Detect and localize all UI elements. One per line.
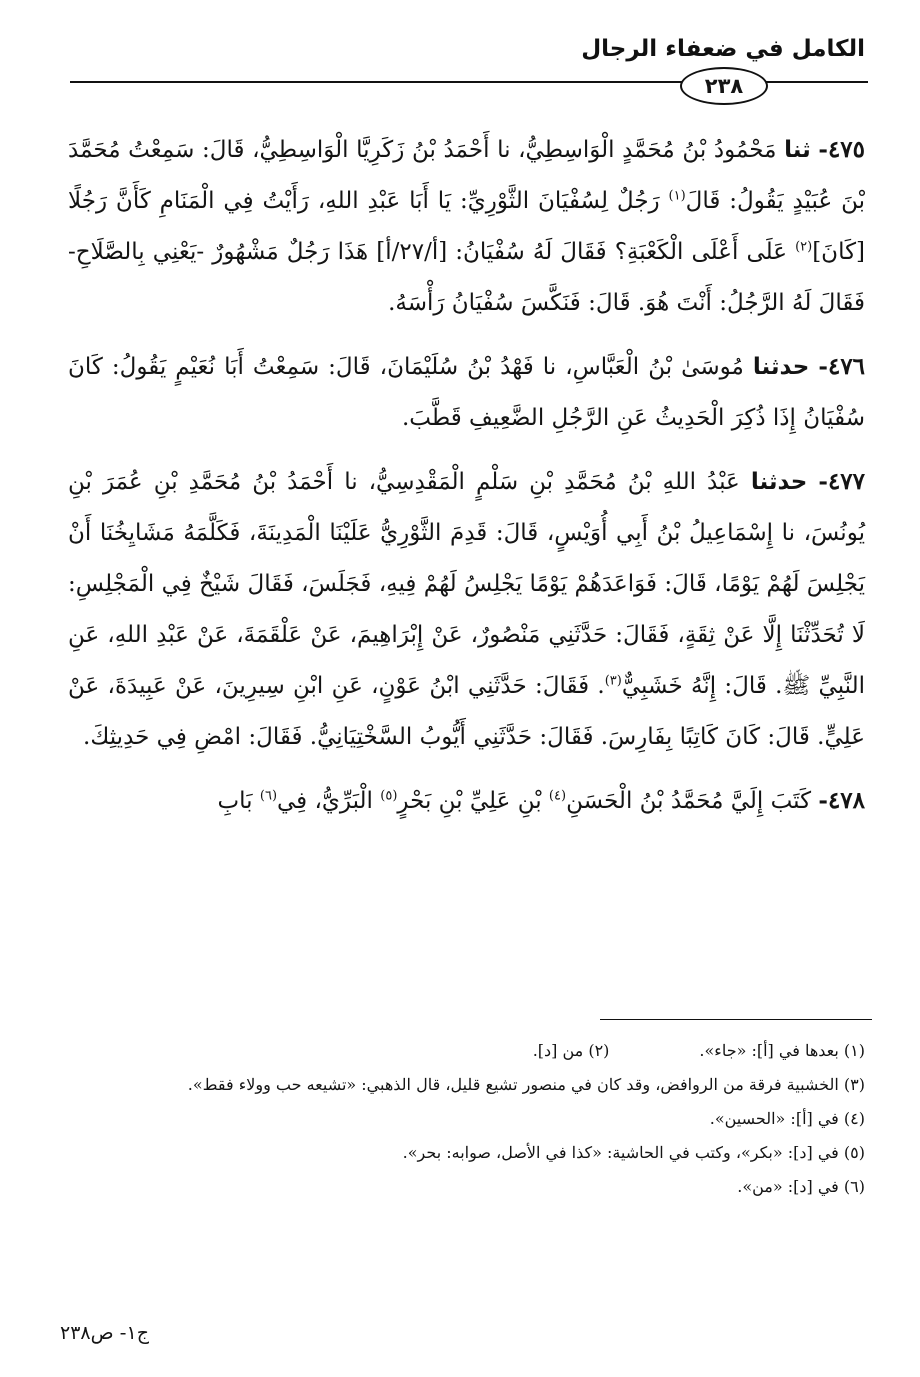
footnote-4: (٤) في [أ]: «الحسين». [709,1109,865,1128]
paragraph-text: مَحْمُودُ بْنُ مُحَمَّدٍ الْوَاسِطِيُّ، نا أَحْمَدُ بْنُ زَكَرِيَّا الْوَاسِطِيُّ، قَالَ: سَمِعْتُ مُحَمَّدَ بْنَ عُبَيْدٍ يَقُولُ: قَالَ [68,137,865,214]
paragraph-text: بَابِ [217,788,253,814]
footnote-separator [600,1019,872,1020]
narration-lead: ثنا [784,137,811,163]
paragraph-text: رَجُلٌ لِسُفْيَانَ الثَّوْرِيِّ: يَا أَبَا عَبْدِ اللهِ، رَأَيْتُ فِي الْمَنَامِ كَأَنَّ رَجُلًا [كَانَ] [68,188,865,265]
page-number: ٢٣٨ [704,74,744,98]
footnote-ref-4[interactable]: (٤) [548,788,567,804]
paragraph-text: مُوسَىٰ بْنُ الْعَبَّاسِ، نا فَهْدُ بْنُ سُلَيْمَانَ، قَالَ: سَمِعْتُ أَبَا نُعَيْمٍ يَقُولُ: كَانَ سُفْيَانُ إِذَا ذُكِرَ الْحَدِيثُ عَنِ الرَّجُلِ الضَّعِيفِ قَطَّبَ. [68,354,865,431]
footnote-row [68,1034,865,1068]
page-number-badge [680,67,768,105]
paragraph-text: الْبَرِّيُّ، فِي [277,788,373,814]
hadith-number: ٤٧٨- [818,787,865,814]
footnote-3: (٣) الخشبية فرقة من الروافض، وقد كان في منصور تشيع قليل، قال الذهبي: «تشيعه حب وولاء فقط». [187,1075,865,1094]
narration-lead: حدثنا [750,469,808,495]
paragraph-text: . فَقَالَ: حَدَّثَنِي ابْنُ عَوْنٍ، عَنِ ابْنِ سِيرِينَ، عَنْ عَبِيدَةَ، عَنْ عَلِيٍّ. قَالَ: كَانَ كَاتِبًا بِفَارِسَ. فَقَالَ: حَدَّثَنِي أَيُّوبُ السَّخْتِيَانِيُّ. فَقَالَ: امْضِ فِي حَدِيثِكَ. [68,673,865,750]
footnote-ref-1[interactable]: (١) [668,188,686,204]
volume-page-reference: ج١- ص٢٣٨ [60,1322,149,1344]
footnote-5: (٥) في [د]: «بكر»، وكتب في الحاشية: «كذا في الأصل، صوابه: بحر». [402,1143,865,1162]
hadith-paragraph-476 [68,341,865,444]
footnote-6: (٦) في [د]: «من». [737,1177,865,1196]
hadith-paragraph-477 [68,456,865,763]
running-title: الكامل في ضعفاء الرجال [581,36,865,62]
footnote-2: (٢) من [د]. [532,1041,610,1060]
hadith-number: ٤٧٥- [818,136,866,163]
hadith-paragraph-478 [68,775,865,827]
narration-lead: حدثنا [752,354,810,380]
hadith-number: ٤٧٦- [818,353,866,380]
footnote-ref-3[interactable]: (٣) [604,673,622,689]
hadith-paragraph-475 [68,124,865,329]
footnote-ref-6[interactable]: (٦) [259,788,278,804]
paragraph-text: بْنِ عَلِيِّ بْنِ بَحْرٍ [397,788,542,814]
paragraph-text: عَبْدُ اللهِ بْنُ مُحَمَّدِ بْنِ سَلْمٍ الْمَقْدِسِيُّ، نا أَحْمَدُ بْنُ مُحَمَّدِ بْنِ عُمَرَ بْنِ يُونُسَ، نا إِسْمَاعِيلُ بْنُ أَبِي أُوَيْسٍ، قَالَ: قَدِمَ الثَّوْرِيُّ عَلَيْنَا الْمَدِينَةَ، فَكَلَّمَهُ مَشَايِخُنَا أَنْ يَجْلِسَ لَهُمْ يَوْمًا، قَالَ: فَوَاعَدَهُمْ يَوْمًا يَجْلِسُ لَهُمْ فِيهِ، فَجَلَسَ، فَقَالَ شَيْخٌ فِي الْمَجْلِسِ: لَا تُحَدِّثْنَا إِلَّا عَنْ ثِقَةٍ، فَقَالَ: حَدَّثَنِي مَنْصُورٌ، عَنْ إِبْرَاهِيمَ، عَنْ عَلْقَمَةَ، عَنْ عَبْدِ اللهِ، عَنِ النَّبِيِّ ﷺ. قَالَ: إِنَّهُ خَشَبِيٌّ [68,469,865,699]
footnote-ref-2[interactable]: (٢) [795,239,813,255]
footnotes [68,1034,865,1204]
footnote-1: (١) بعدها في [أ]: «جاء». [699,1041,865,1060]
paragraph-text: عَلَى أَعْلَى الْكَعْبَةِ؟ فَقَالَ لَهُ سُفْيَانُ: [أ/٢٧/أ] هَذَا رَجُلٌ مَشْهُورٌ -يَعْنِي بِالصَّلَاحِ- فَقَالَ لَهُ الرَّجُلُ: أَنْتَ هُوَ. قَالَ: فَنَكَّسَ سُفْيَانُ رَأْسَهُ. [68,239,865,316]
main-text [68,124,865,839]
footnote-ref-5[interactable]: (٥) [380,788,398,804]
hadith-number: ٤٧٧- [818,468,866,495]
paragraph-text: كَتَبَ إِلَيَّ مُحَمَّدُ بْنُ الْحَسَنِ [566,788,812,814]
